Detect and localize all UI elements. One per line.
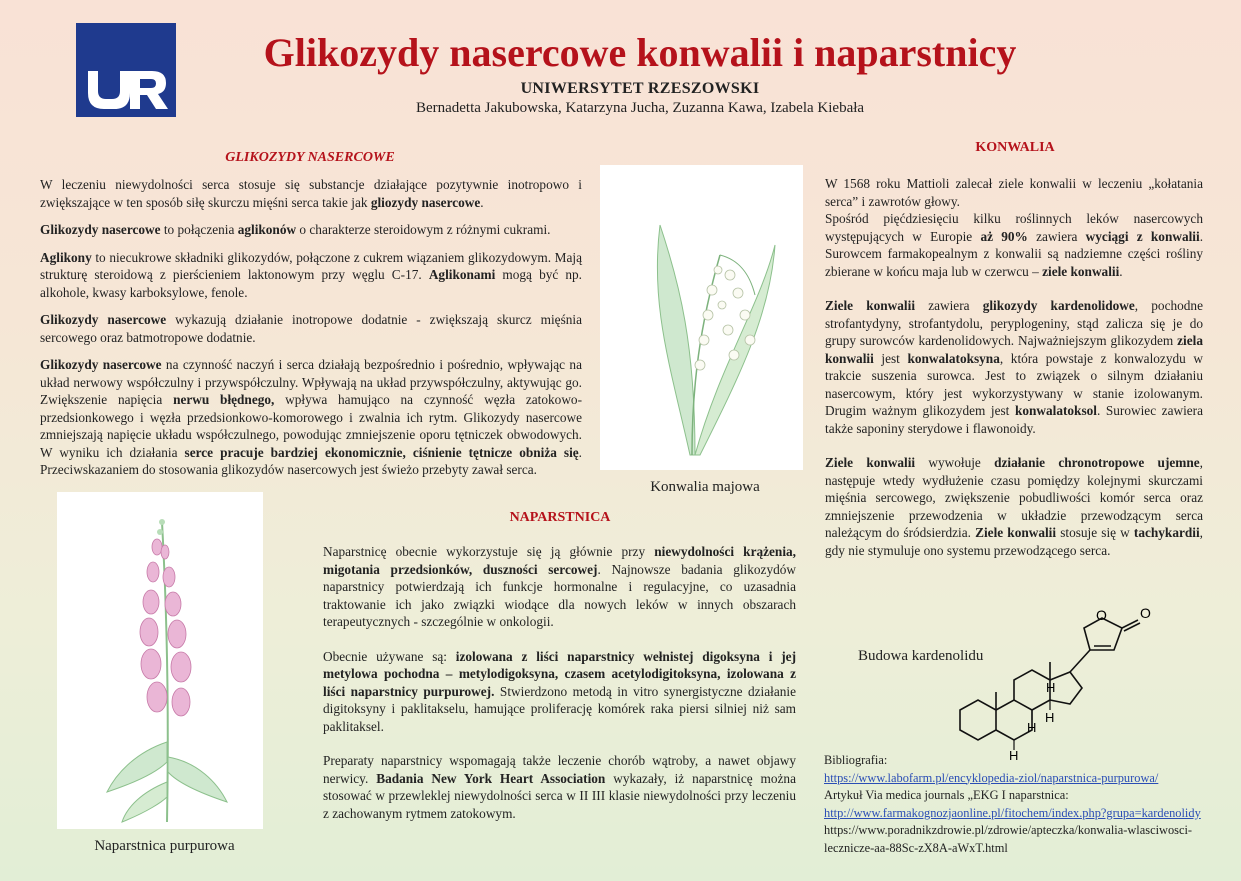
- section-heading-glikozydy: GLIKOZYDY NASERCOWE: [225, 150, 395, 165]
- hydrogen-label-2: H: [1045, 710, 1055, 725]
- authors: Bernadetta Jakubowska, Katarzyna Jucha, Zuzanna Kawa, Izabela Kiebała: [415, 100, 865, 116]
- hydrogen-label-1: H: [1027, 720, 1037, 735]
- bibliography-line-2: Artykuł Via medica journals „EKG I naparstnica:: [824, 788, 1069, 803]
- bibliography-link-2[interactable]: http://www.farmakognozjaonline.pl/fitochem/index.php?grupa=kardenolidy: [824, 805, 1201, 820]
- konwalia-illustration: [600, 165, 803, 470]
- bibliography-link-1[interactable]: https://www.labofarm.pl/encyklopedia-ziol/naparstnica-purpurowa/: [824, 770, 1159, 785]
- glikozydy-p5: Glikozydy nasercowe na czynność naczyń i serca działają bezpośrednio i pośrednio, wpływając na układ nerwowy współczulny i przywspółczulny. Wpływają na układ przywspółczulny, aktywując go. Zwiększenie napięcia nerwu błędnego, wpływa hamująco na czynność węzła zatokowo-przedsionkowego i węzła przedsionkowo-komorowego i zwalnia ich rytm. Glikozydy nasercowe zmniejszają napięcie układu współczulnego, powodując zmniejszenie oporu tętniczek obwodowych. W wyniku ich działania serce pracuje bardziej ekonomicznie, ciśnienie tętnicze obniża się. Przeciwskazaniem do stosowania glikozydów nasercowych jest świeżo przebyty zawał serca.: [40, 357, 582, 477]
- cardenolide-structure: [950, 600, 1190, 760]
- naparstnica-caption: Naparstnica purpurowa: [94, 838, 235, 854]
- structure-caption: Budowa kardenolidu: [858, 648, 984, 664]
- konwalia-p2: Ziele konwalii zawiera glikozydy kardenolidowe, pochodne strofantydyny, strofantydolu, peryplogeniny, stąd zalicza się je do grupy surowców kardenolidowych. Najważniejszym glikozydem ziela konwalii jest konwalatoksyna, która powstaje z konwalozydu w trakcie suszenia surowca. Jest to związek o silnym działaniu nasercowym, który jest wykorzystywany w stanie izolowanym. Drugim ważnym glikozydem jest konwalatoksol. Surowiec zawiera także saponiny sterydowe i flawonoidy.: [825, 298, 1204, 436]
- university-logo: [76, 23, 176, 117]
- naparstnica-p2: Obecnie używane są: izolowana z liści naparstnicy wełnistej digoksyna i jej metylowa pochodna – metylodigoksyna, czasem acetylodigitoksyna, izolowana z liści naparstnicy purpurowej. Stwierdzono metodą in vitro synergistyczne działanie digitoksyny i paklitakselu, hamujące proliferację komórek raka piersi silniej niż sam paklitaksel.: [323, 648, 797, 734]
- konwalia-p1: W 1568 roku Mattioli zalecał ziele konwalii w leczeniu „kołatania serca” i zawrotów głowy. Spośród pięćdziesięciu kilku roślinnych leków nasercowych występujących w Europie aż 90% zawiera wyciągi z konwalii. Surowcem farmakopealnym z konwalii są nadziemne części rośliny zbierane w końcu maja lub w czerwcu – ziele konwalii.: [825, 176, 1204, 279]
- poster-title: Glikozydy nasercowe konwalii i naparstnicy: [263, 30, 1017, 75]
- glikozydy-p3: Aglikony to niecukrowe składniki glikozydów, połączone z cukrem wiązaniem glikozydowym. Mają strukturę steroidową z pierścieniem laktonowym przy węglu C-17. Aglikonami mogą być np. alkohole, kwasy karboksylowe, fenole.: [40, 249, 582, 300]
- konwalia-caption: Konwalia majowa: [650, 479, 760, 495]
- hydrogen-label-4: H: [1046, 680, 1056, 695]
- logo-text: UR: [125, 63, 127, 64]
- carbonyl-oxygen-label: O: [1140, 605, 1151, 621]
- glikozydy-p1: W leczeniu niewydolności serca stosuje się substancje działające pozytywnie inotropowo i zwiększające w ten sposób siłę skurczu mięśni serca takie jak gliozydy nasercowe.: [40, 177, 582, 210]
- naparstnica-illustration: [57, 492, 263, 829]
- glikozydy-p4: Glikozydy nasercowe wykazują działanie inotropowe dodatnie - zwiększają skurcz mięśnia sercowego oraz batmotropowe dodatnie.: [40, 312, 582, 345]
- naparstnica-text: [323, 543, 796, 822]
- hydrogen-label-3: H: [1009, 748, 1019, 760]
- section-heading-konwalia: KONWALIA: [975, 140, 1055, 155]
- naparstnica-p3: Preparaty naparstnicy wspomagają także leczenie chorób wątroby, a nawet objawy nerwicy. Badania New York Heart Association wykazały, iż naparstnicę można stosować w przewleklej niewydolności serca w II III klasie niewydolności przy leczeniu z zachowanym rytmem zatokowym.: [323, 753, 796, 821]
- glikozydy-p2: Glikozydy nasercowe to połączenia aglikonów o charakterze steroidowym z różnymi cukrami.: [40, 222, 551, 237]
- university-name: UNIWERSYTET RZESZOWSKI: [520, 80, 760, 97]
- naparstnica-p1: Naparstnicę obecnie wykorzystuje się ją głównie przy niewydolności krążenia, migotania przedsionków, duszności sercowej. Najnowsze badania glikozydów naparstnicy potwierdzają ich funkcje hormonalne i regulacyjne, co uzasadnia traktowanie ich jako związki wiodące dla nowych leków w innych obszarach terapeutycznych - szczególnie w onkologii.: [323, 544, 796, 629]
- glikozydy-text: [40, 176, 582, 479]
- bibliography: [824, 752, 1239, 858]
- konwalia-text: [825, 175, 1203, 559]
- bibliography-line-3: https://www.poradnikzdrowie.pl/zdrowie/apteczka/konwalia-wlasciwosci-lecznicze-aa-88Sc-zX8A-aWxT.html: [824, 823, 1193, 855]
- bibliography-label: Bibliografia:: [824, 753, 888, 767]
- ring-oxygen-label: O: [1096, 607, 1107, 623]
- section-heading-naparstnica: NAPARSTNICA: [509, 510, 611, 525]
- konwalia-p3: Ziele konwalii wywołuje działanie chronotropowe ujemne, następuje wtedy wydłużenie czasu pomiędzy kolejnymi skurczami mięśnia sercowego, zwiększenie pobudliwości komór serca oraz zmniejszenie przewodzenia w układzie przewodzącym serca należącym do śródsierdzia. Ziele konwalii stosuje się w tachykardii, gdy nie stymuluje ono systemu przewodzącego serca.: [825, 455, 1203, 558]
